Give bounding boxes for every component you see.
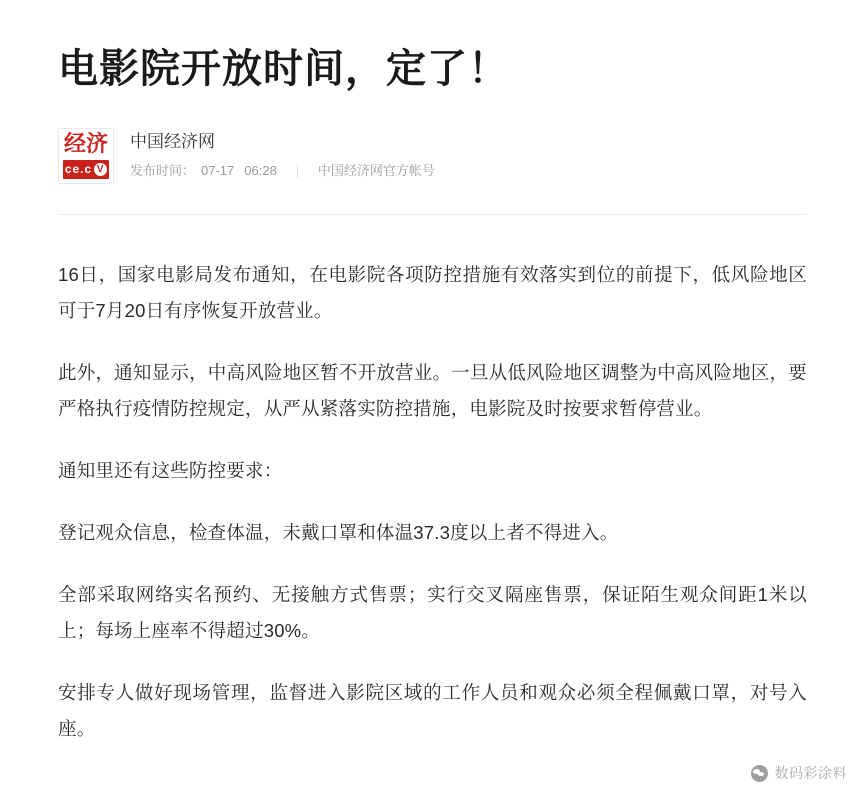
article-paragraph: 通知里还有这些防控要求： xyxy=(58,460,283,481)
publish-time-label: 发布时间： xyxy=(130,163,196,178)
source-row xyxy=(58,128,807,214)
source-logo-v-mark: V xyxy=(94,163,107,176)
page-title: 电影院开放时间，定了！ xyxy=(58,47,509,91)
watermark-text: 数码彩涂料 xyxy=(774,765,847,781)
meta-divider xyxy=(297,165,298,178)
article-header xyxy=(0,0,865,215)
account-type-badge: 中国经济网官方帐号 xyxy=(317,163,435,178)
article-body xyxy=(0,215,865,747)
article-paragraph: 16日，国家电影局发布通知，在电影院各项防控措施有效落实到位的前提下，低风险地区可于7月20日有序恢复开放营业。 xyxy=(58,264,807,321)
source-meta xyxy=(130,132,435,180)
source-logo-top-text: 经济 xyxy=(63,131,108,157)
source-logo-bottom xyxy=(63,160,109,179)
wechat-icon xyxy=(751,765,768,782)
publish-meta-line xyxy=(130,162,435,180)
article-paragraph: 登记观众信息，检查体温，未戴口罩和体温37.3度以上者不得进入。 xyxy=(58,522,619,543)
publish-time: 06:28 xyxy=(244,163,277,178)
source-name[interactable]: 中国经济网 xyxy=(130,132,215,151)
publish-date: 07-17 xyxy=(201,163,235,178)
article-paragraph: 全部采取网络实名预约、无接触方式售票；实行交叉隔座售票，保证陌生观众间距1米以上；每场上座率不得超过30%。 xyxy=(58,584,807,641)
article-paragraph: 安排专人做好现场管理，监督进入影院区域的工作人员和观众必须全程佩戴口罩，对号入座。 xyxy=(58,682,807,739)
article-paragraph: 此外，通知显示，中高风险地区暂不开放营业。一旦从低风险地区调整为中高风险地区，要严格执行疫情防控规定，从严从紧落实防控措施，电影院及时按要求暂停营业。 xyxy=(58,362,807,419)
watermark xyxy=(751,763,848,783)
source-logo-bottom-text: ce.c xyxy=(64,162,93,176)
source-logo-icon xyxy=(58,128,114,184)
